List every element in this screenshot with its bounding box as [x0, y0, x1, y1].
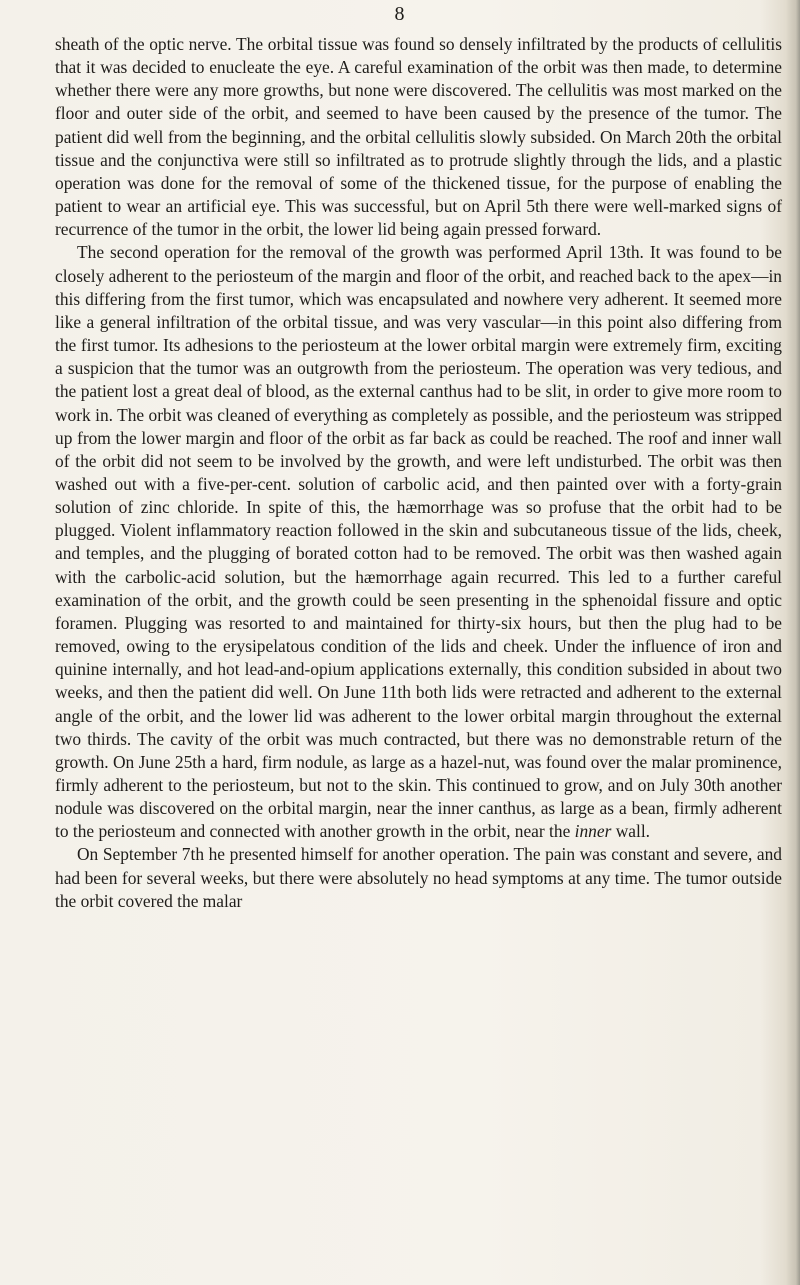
paragraph-second-operation — [55, 241, 782, 843]
paragraph-september: On September 7th he presented himself for another operation. The pain was constant and severe, and had been for several weeks, but there were absolutely no head symptoms at any time. The tumor outside the orbit covered the malar — [55, 844, 782, 911]
italic-word: inner — [574, 821, 612, 842]
paragraph-continuation: sheath of the optic nerve. The orbital tissue was found so densely infiltrated by the products of cellulitis that it was decided to enucleate the eye. A careful examination of the orbit was then made, to determine whether there were any more growths, but none were discovered. The cellulitis was most marked on the floor and outer side of the orbit, and seemed to have been caused by the presence of the tumor. The patient did well from the beginning, and the orbital cellulitis slowly subsided. On March 20th the orbital tissue and the conjunctiva were still so infiltrated as to protrude slightly through the lids, and a plastic operation was done for the removal of some of the thickened tissue, for the purpose of enabling the patient to wear an artificial eye. This was successful, but on April 5th there were well-marked signs of recurrence of the tumor in the orbit, the lower lid being again pressed forward. — [55, 34, 782, 240]
paragraph-tail: wall. — [611, 821, 650, 842]
page-edge-shadow — [786, 0, 800, 1285]
page-number: 8 — [394, 3, 406, 25]
body-text — [55, 33, 782, 913]
paragraph-text: The second operation for the removal of the growth was performed April 13th. It was found to be closely adherent to the periosteum of the margin and floor of the orbit, and reached back to the apex—in this differing from the first tumor, which was encapsulated and nowhere very adherent. It seemed more like a general infiltration of the orbital tissue, and was very vascular—in this point also differing from the first tumor. Its adhesions to the periosteum at the lower orbital margin were extremely firm, exciting a suspicion that the tumor was an outgrowth from the periosteum. The operation was very tedious, and the patient lost a great deal of blood, as the external canthus had to be slit, in order to give more room to work in. The orbit was cleaned of everything as completely as possible, and the periosteum was stripped up from the lower margin and floor of the orbit as far back as could be reached. The roof and inner wall of the orbit did not seem to be involved by the growth, and were left undisturbed. The orbit was then washed out with a five-per-cent. solution of carbolic acid, and then painted over with a forty-grain solution of zinc chloride. In spite of this, the hæmorrhage was so profuse that the orbit had to be plugged. Violent inflammatory reaction followed in the skin and subcutaneous tissue of the lids, cheek, and temples, and the plugging of borated cotton had to be removed. The orbit was then washed again with the carbolic-acid solution, but the hæmorrhage again recurred. This led to a further careful examination of the orbit, and the growth could be seen presenting in the sphenoidal fissure and optic foramen. Plugging was resorted to and maintained for thirty-six hours, but then the plug had to be removed, owing to the erysipelatous condition of the lids and cheek. Under the influence of iron and quinine internally, and hot lead-and-opium applications externally, this condition subsided in about two weeks, and then the patient did well. On June 11th both lids were retracted and adherent to the external angle of the orbit, and the lower lid was adherent to the lower orbital margin throughout the external two thirds. The cavity of the orbit was much contracted, but there was no demonstrable return of the growth. On June 25th a hard, firm nodule, as large as a hazel-nut, was found over the malar prominence, firmly adherent to the periosteum, but not to the skin. This continued to grow, and on July 30th another nodule was discovered on the orbital margin, near the inner canthus, as large as a bean, firmly adherent to the periosteum and connected with another growth in the orbit, near the — [55, 242, 782, 842]
